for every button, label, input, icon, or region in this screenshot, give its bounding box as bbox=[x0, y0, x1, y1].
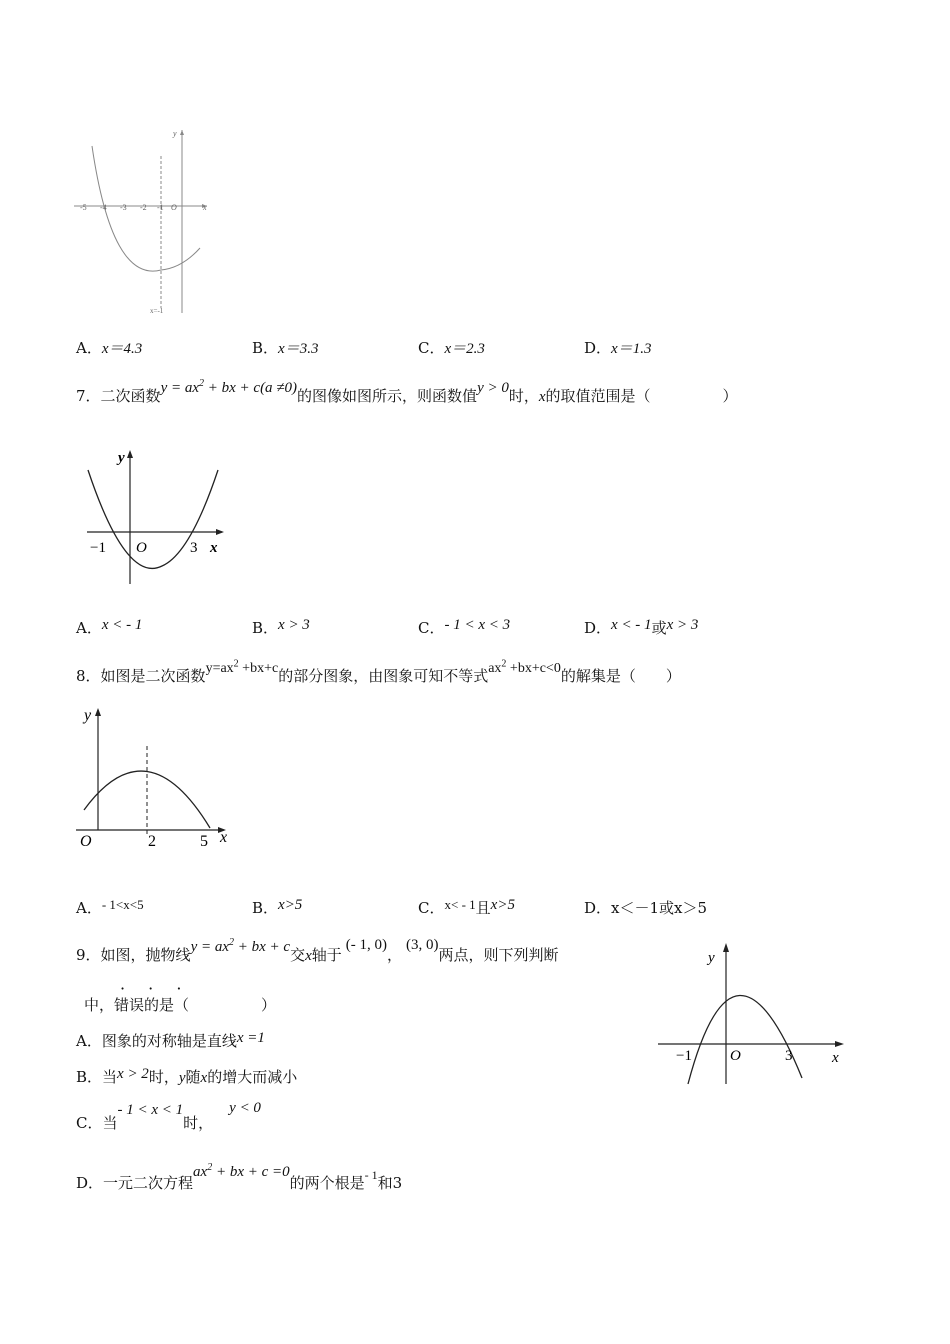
q7-stem: 7．二次函数$y = ax^2$ + bx + c(a ≠0)的图像如图所示，则函数值y > 0时，x的取值范围是（ ） bbox=[76, 378, 738, 405]
q8-option-d: D．x＜－1或x＞5 bbox=[584, 899, 708, 917]
q7-option-d: D．x < - 1或x > 3 bbox=[584, 617, 699, 637]
q9-graph bbox=[654, 940, 854, 1090]
q6-axis-line-label: x=-1 bbox=[150, 307, 164, 315]
q6-graph bbox=[72, 128, 222, 318]
q7-x-label: x bbox=[210, 540, 218, 556]
q9-stem-line2: 中，错误的是（ ） bbox=[84, 996, 277, 1014]
q7-origin-label: O bbox=[136, 540, 147, 556]
q8-tick-5-label: 5 bbox=[200, 833, 208, 850]
q8-origin-label: O bbox=[80, 833, 92, 850]
q7-option-c: C．- 1 < x < 3 bbox=[418, 617, 511, 637]
q7-left-root-label: −1 bbox=[90, 540, 106, 556]
q6-tick-label: -2 bbox=[140, 203, 147, 212]
q9-parabola bbox=[688, 995, 802, 1084]
q6-option-b: B．x＝3.3 bbox=[252, 339, 319, 357]
q9-origin-label: O bbox=[730, 1048, 741, 1064]
q6-x-label: x bbox=[203, 203, 207, 212]
q7-option-a: A．x < - 1 bbox=[76, 617, 143, 637]
q9-option-c: C．当- 1 < x < 1时，y < 0 bbox=[76, 1100, 261, 1132]
q8-option-b: B．x>5 bbox=[252, 897, 303, 917]
q8-option-a: A．- 1<x<5 bbox=[76, 897, 144, 917]
q9-x-label: x bbox=[832, 1050, 839, 1066]
q9-option-b: B．当x > 2时，y随x的增大而减小 bbox=[76, 1066, 298, 1086]
q8-graph bbox=[74, 704, 244, 854]
q6-tick-label: -3 bbox=[120, 203, 127, 212]
q9-option-d: D．一元二次方程$ax^2$ + bx + c =0的两个根是$^{- 1}$和3 bbox=[76, 1162, 403, 1192]
q6-y-label: y bbox=[173, 129, 177, 138]
q6-option-d: D．x＝1.3 bbox=[584, 339, 652, 357]
q9-emphasis-dots: · · · bbox=[120, 979, 191, 998]
q8-tick-2-label: 2 bbox=[148, 833, 156, 850]
q7-graph bbox=[82, 444, 242, 594]
q9-right-root-label: 3 bbox=[785, 1048, 793, 1064]
q9-left-root-label: −1 bbox=[676, 1048, 692, 1064]
q7-option-b: B．x > 3 bbox=[252, 617, 310, 637]
q6-option-a: A．x＝4.3 bbox=[76, 339, 143, 357]
q7-right-root-label: 3 bbox=[190, 540, 198, 556]
q6-tick-label: -5 bbox=[80, 203, 87, 212]
q6-origin-label: O bbox=[171, 203, 177, 212]
q6-option-c: C．x＝2.3 bbox=[418, 339, 485, 357]
q8-y-label: y bbox=[84, 707, 92, 724]
q9-stem-line1: 9．如图，抛物线$y = ax^2$ + bx + c交x轴于(- 1, 0)，(3, 0)两点，则下列判断 bbox=[76, 937, 559, 964]
q8-option-c: C．x< - 1且x>5 bbox=[418, 897, 515, 917]
q6-tick-label: -4 bbox=[100, 203, 107, 212]
q6-tick-label: -1 bbox=[157, 203, 164, 212]
q8-x-label: x bbox=[220, 829, 228, 846]
q8-stem: 8．如图是二次函数$y=ax^2 +bx+c$的部分图象，由图象可知不等式$ax^2 +bx+c<0$的解集是（ ） bbox=[76, 658, 681, 685]
q9-y-label: y bbox=[708, 950, 715, 966]
q7-y-label: y bbox=[118, 450, 125, 466]
q7-parabola bbox=[88, 470, 218, 568]
q9-option-a: A．图象的对称轴是直线x =1 bbox=[76, 1030, 265, 1050]
